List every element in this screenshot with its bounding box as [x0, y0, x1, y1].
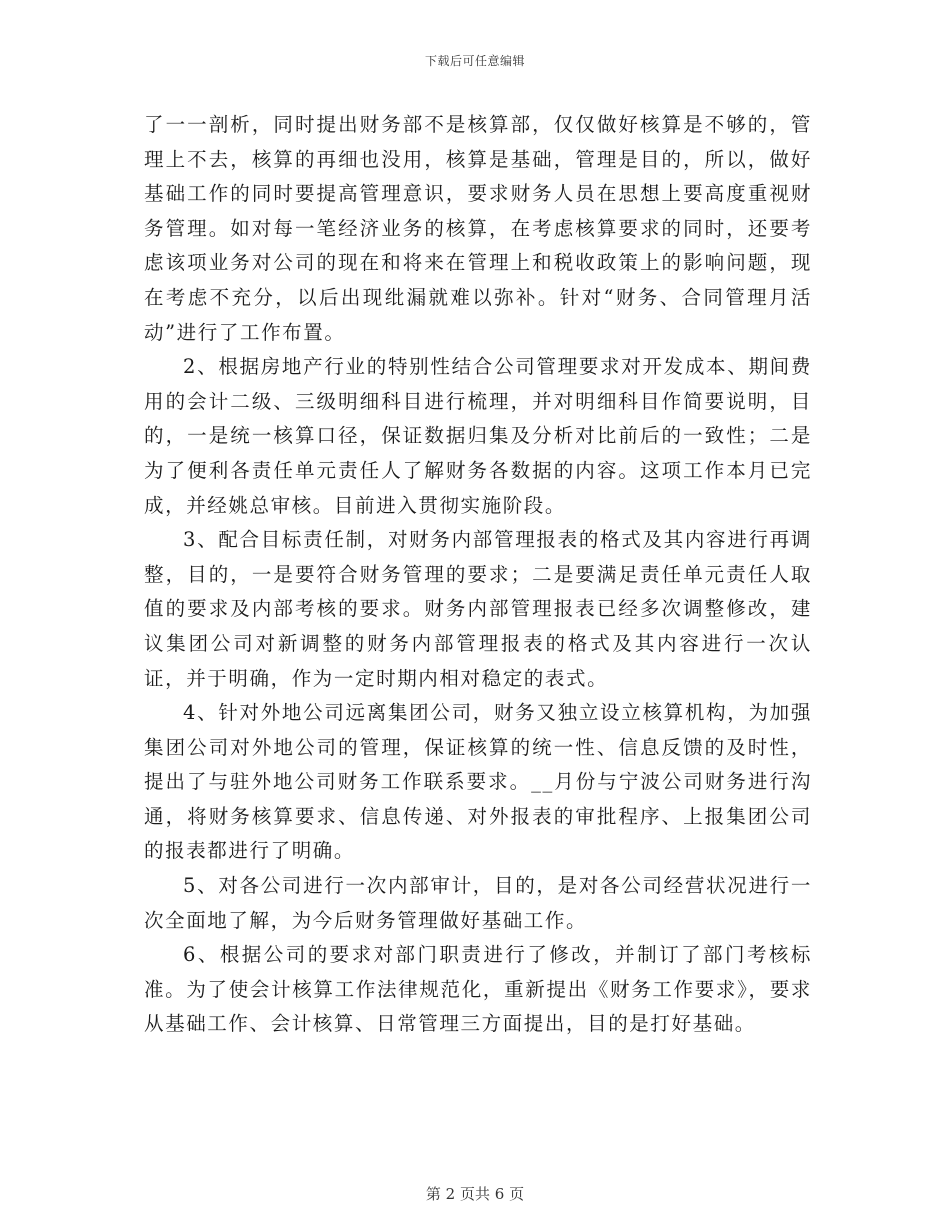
- paragraph-item-3: 3、配合目标责任制，对财务内部管理报表的格式及其内容进行再调整，目的，一是要符合财务管理的要求；二是要满足责任单元责任人取值的要求及内部考核的要求。财务内部管理报表已经多次调整修改，建议集团公司对新调整的财务内部管理报表的格式及其内容进行一次认证，并于明确，作为一定时期内相对稳定的表式。: [144, 528, 812, 690]
- document-body: [144, 108, 812, 1042]
- paragraph-item-6: 6、根据公司的要求对部门职责进行了修改，并制订了部门考核标准。为了使会计核算工作法律规范化，重新提出《财务工作要求》，要求从基础工作、会计核算、日常管理三方面提出，目的是打好基础。: [144, 943, 812, 1036]
- paragraph-item-4: 4、针对外地公司远离集团公司，财务又独立设立核算机构，为加强集团公司对外地公司的管理，保证核算的统一性、信息反馈的及时性，提出了与驻外地公司财务工作联系要求。__月份与宁波公司财务进行沟通，将财务核算要求、信息传递、对外报表的审批程序、上报集团公司的报表都进行了明确。: [144, 701, 812, 863]
- paragraph-item-2: 2、根据房地产行业的特别性结合公司管理要求对开发成本、期间费用的会计二级、三级明细科目进行梳理，并对明细科目作简要说明，目的，一是统一核算口径，保证数据归集及分析对比前后的一致性；二是为了便利各责任单元责任人了解财务各数据的内容。这项工作本月已完成，并经姚总审核。目前进入贯彻实施阶段。: [144, 355, 812, 517]
- page-number-footer: 第 2 页共 6 页: [425, 1185, 525, 1203]
- paragraph-item-5: 5、对各公司进行一次内部审计，目的，是对各公司经营状况进行一次全面地了解，为今后财务管理做好基础工作。: [144, 874, 812, 932]
- paragraph-continuation: 了一一剖析，同时提出财务部不是核算部，仅仅做好核算是不够的，管理上不去，核算的再细也没用，核算是基础，管理是目的，所以，做好基础工作的同时要提高管理意识，要求财务人员在思想上要高度重视财务管理。如对每一笔经济业务的核算，在考虑核算要求的同时，还要考虑该项业务对公司的现在和将来在管理上和税收政策上的影响问题，现在考虑不充分，以后出现纰漏就难以弥补。针对“财务、合同管理月活动”进行了工作布置。: [144, 113, 812, 344]
- page-header: 下载后可任意编辑: [424, 54, 525, 68]
